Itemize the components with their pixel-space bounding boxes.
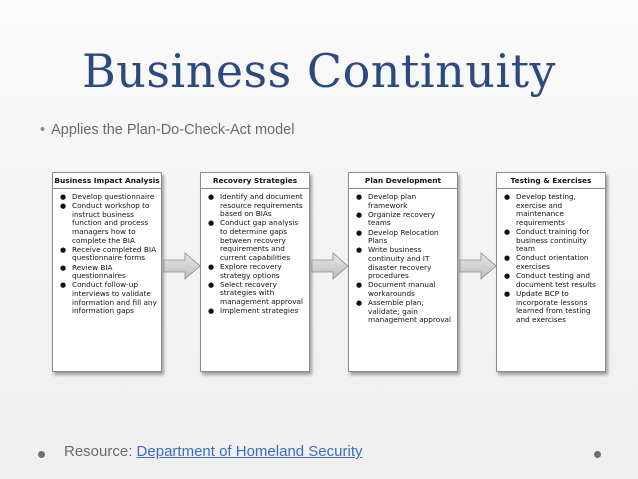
box-header: Business Impact Analysis xyxy=(53,176,161,189)
bullet-icon: ● xyxy=(60,202,67,211)
bullet-icon: ● xyxy=(208,307,215,316)
list-item: ● Develop testing, exercise and maintenance requirements xyxy=(504,192,576,227)
list-item: ● Write business continuity and IT disaster recovery procedures xyxy=(356,245,432,281)
bullet-dot-icon: • xyxy=(40,122,46,138)
list-item: ● Identify and document resource requirements based on BIAs xyxy=(208,192,303,219)
bullet-icon: ● xyxy=(208,193,215,201)
list-item: ● Organize recovery teams xyxy=(356,209,435,228)
bullet-text: Applies the Plan-Do-Check-Act model xyxy=(51,122,295,138)
list-item: ● Review BIA questionnaires xyxy=(60,262,126,281)
bullet-icon: ● xyxy=(504,193,511,201)
right-arrow-icon xyxy=(459,252,497,280)
bullet-icon: ● xyxy=(504,254,511,263)
list-item: ● Conduct training for business continuity team xyxy=(504,226,590,254)
right-arrow-icon xyxy=(163,252,201,280)
bia-box xyxy=(52,172,162,372)
bullet-icon: ● xyxy=(356,246,363,255)
list-item: ● Conduct follow-up interviews to validate information and fill any information gaps xyxy=(60,280,157,316)
list-item: ● Select recovery strategies with management approval xyxy=(208,279,304,306)
bullet-icon: ● xyxy=(356,228,363,237)
resource-label: Resource: xyxy=(64,443,133,460)
bullet-icon: ● xyxy=(60,193,67,201)
bullet-point xyxy=(40,122,294,138)
resource-line xyxy=(64,443,362,460)
bullet-icon: ● xyxy=(356,281,363,290)
list-item: ● Conduct testing and document test results xyxy=(504,271,596,289)
list-item: ● Implement strategies xyxy=(208,306,299,316)
bullet-icon: ● xyxy=(504,227,511,236)
bullet-icon: ● xyxy=(356,210,363,219)
list-item: ● Receive completed BIA questionnaire forms xyxy=(60,244,157,263)
right-arrow-icon xyxy=(311,252,349,280)
list-item: ● Conduct orientation exercises xyxy=(504,253,589,271)
list-item: ● Explore recovery strategy options xyxy=(208,261,282,280)
slide-title: Business Continuity xyxy=(81,44,557,98)
list-item: ● Assemble plan; validate; gain management approval xyxy=(356,298,452,325)
bullet-icon: ● xyxy=(504,272,511,281)
bullet-icon: ● xyxy=(356,193,363,201)
dhs-link[interactable]: Department of Homeland Security xyxy=(136,443,363,460)
testing-exercises-box xyxy=(496,172,606,372)
bullet-icon: ● xyxy=(60,245,67,254)
box-header: Testing & Exercises xyxy=(497,176,605,189)
list-item: ● Develop questionnaire xyxy=(60,192,155,201)
list-item: ● Document manual workarounds xyxy=(356,280,436,298)
box-header: Plan Development xyxy=(349,176,457,189)
bullet-icon: ● xyxy=(504,289,511,298)
recovery-strategies-box xyxy=(200,172,310,372)
list-item: ● Update BCP to incorporate lessons learned from testing and exercises xyxy=(504,288,591,324)
bullet-icon: ● xyxy=(60,263,67,272)
list-item: ● Conduct gap analysis to determine gaps between recovery requirements and current capabilities xyxy=(208,218,299,262)
decorative-dot-icon xyxy=(38,451,45,458)
bullet-icon: ● xyxy=(60,281,67,290)
list-item: ● Develop Relocation Plans xyxy=(356,227,439,246)
bullet-icon: ● xyxy=(208,280,215,289)
process-flow-diagram xyxy=(52,172,596,376)
list-item: ● Develop plan framework xyxy=(356,192,417,210)
decorative-dot-icon xyxy=(594,451,601,458)
box-header: Recovery Strategies xyxy=(201,176,309,189)
bullet-icon: ● xyxy=(208,219,215,228)
bullet-icon: ● xyxy=(208,262,215,271)
bullet-icon: ● xyxy=(356,299,363,308)
plan-development-box xyxy=(348,172,458,372)
list-item: ● Conduct workshop to instruct business function and process managers how to complete the BIA xyxy=(60,201,150,245)
